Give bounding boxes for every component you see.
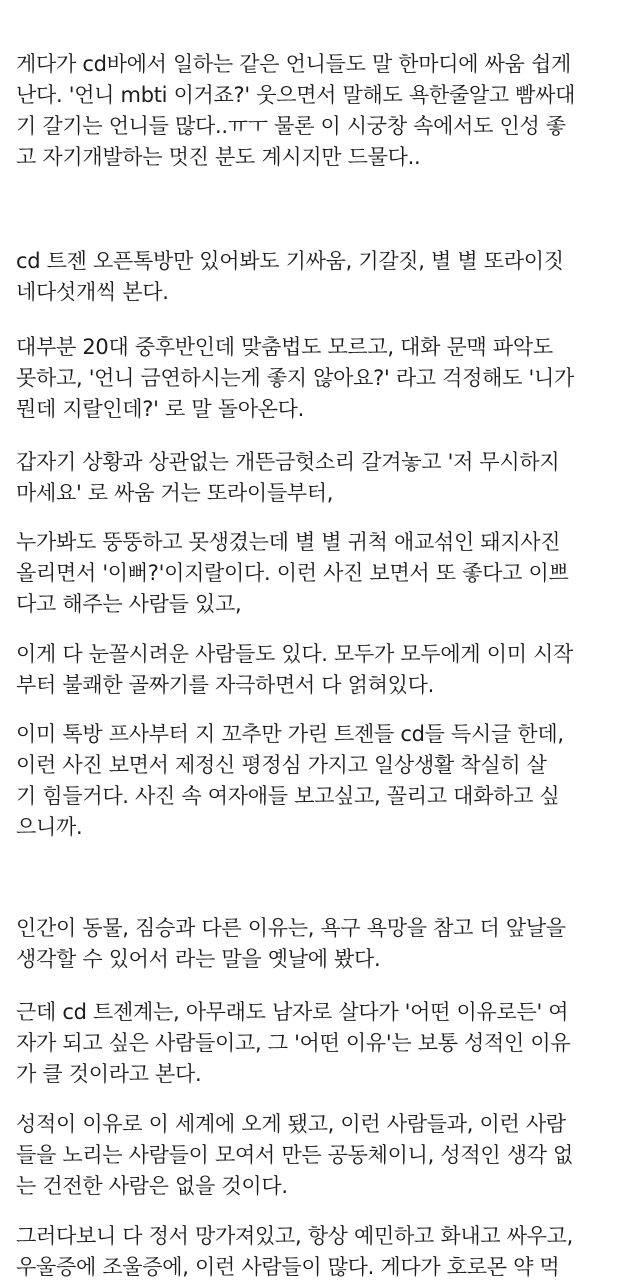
text-line: 우울증에 조울증에, 이런 사람들이 많다. 게다가 호로몬 약 먹 — [16, 1255, 560, 1279]
text-line: 생각할 수 있어서 라는 말을 옛날에 봤다. — [16, 947, 381, 971]
paragraph-8 — [16, 913, 632, 975]
text-line: 누가봐도 뚱뚱하고 못생겼는데 별 별 귀척 애교섞인 돼지사진 — [16, 530, 561, 554]
paragraph-9 — [16, 997, 632, 1090]
paragraph-4 — [16, 447, 632, 509]
text-line: 자가 되고 싶은 사람들이고, 그 '어떤 이유'는 보통 성적인 이유 — [16, 1031, 571, 1055]
text-line: 근데 cd 트젠계는, 아무래도 남자로 살다가 '어떤 이유로든' 여 — [16, 1000, 569, 1024]
text-line: 그러다보니 다 정서 망가져있고, 항상 예민하고 화내고 싸우고, — [16, 1224, 574, 1248]
paragraph-10 — [16, 1109, 632, 1202]
text-line: 인간이 동물, 짐승과 다른 이유는, 욕구 욕망을 참고 더 앞날을 — [16, 916, 566, 940]
paragraph-2 — [16, 246, 632, 308]
text-line: 갑자기 상황과 상관없는 개뜬금헛소리 갈겨놓고 '저 무시하지 — [16, 450, 560, 474]
text-line: 는 건전한 사람은 없을 것이다. — [16, 1174, 288, 1198]
text-line: 부터 불쾌한 골짜기를 자극하면서 다 얽혀있다. — [16, 673, 434, 697]
text-line: 못하고, '언니 금연하시는게 좋지 않아요?' 라고 걱정해도 '니가 — [16, 366, 574, 390]
paragraph-7 — [16, 719, 632, 843]
text-line: 다고 해주는 사람들 있고, — [16, 592, 242, 616]
text-line: 기 힘들거다. 사진 속 여자애들 보고싶고, 꼴리고 대화하고 싶 — [16, 784, 560, 808]
text-line: 난다. '언니 mbti 이거죠?' 웃으면서 말해도 욕한줄알고 빰싸대 — [16, 83, 576, 107]
text-line: 가 클 것이라고 본다. — [16, 1062, 202, 1086]
paragraph-11 — [16, 1221, 632, 1280]
text-line: 뭔데 지랄인데?' 로 말 돌아온다. — [16, 397, 305, 421]
paragraph-3 — [16, 332, 632, 425]
text-line: 올리면서 '이뻐?'이지랄이다. 이런 사진 보면서 또 좋다고 이쁘 — [16, 561, 569, 585]
text-line: 이게 다 눈꼴시려운 사람들도 있다. 모두가 모두에게 이미 시작 — [16, 642, 574, 666]
text-line: 성적이 이유로 이 세계에 오게 됐고, 이런 사람들과, 이런 사람 — [16, 1112, 566, 1136]
text-line: cd 트젠 오픈톡방만 있어봐도 기싸움, 기갈짓, 별 별 또라이짓 — [16, 249, 564, 273]
text-line: 마세요' 로 싸움 거는 또라이들부터, — [16, 481, 334, 505]
text-line: 게다가 cd바에서 일하는 같은 언니들도 말 한마디에 싸움 쉽게 — [16, 52, 571, 76]
paragraph-5 — [16, 527, 632, 620]
paragraph-1 — [16, 49, 632, 173]
text-line: 이런 사진 보면서 제정신 평정심 가지고 일상생활 착실히 살 — [16, 753, 547, 777]
text-line: 고 자기개발하는 멋진 분도 계시지만 드물다.. — [16, 145, 421, 169]
text-line: 들을 노리는 사람들이 모여서 만든 공동체이니, 성적인 생각 없 — [16, 1143, 574, 1167]
text-line: 대부분 20대 중후반인데 맞춤법도 모르고, 대화 문맥 파악도 — [16, 335, 553, 359]
text-line: 으니까. — [16, 815, 83, 839]
paragraph-6 — [16, 639, 632, 701]
text-line: 네다섯개씩 본다. — [16, 280, 169, 304]
text-line: 기 갈기는 언니들 많다..ㅠㅜ 물론 이 시궁창 속에서도 인성 좋 — [16, 114, 566, 138]
text-line: 이미 톡방 프사부터 지 꼬추만 가린 트젠들 cd들 득시글 한데, — [16, 722, 564, 746]
